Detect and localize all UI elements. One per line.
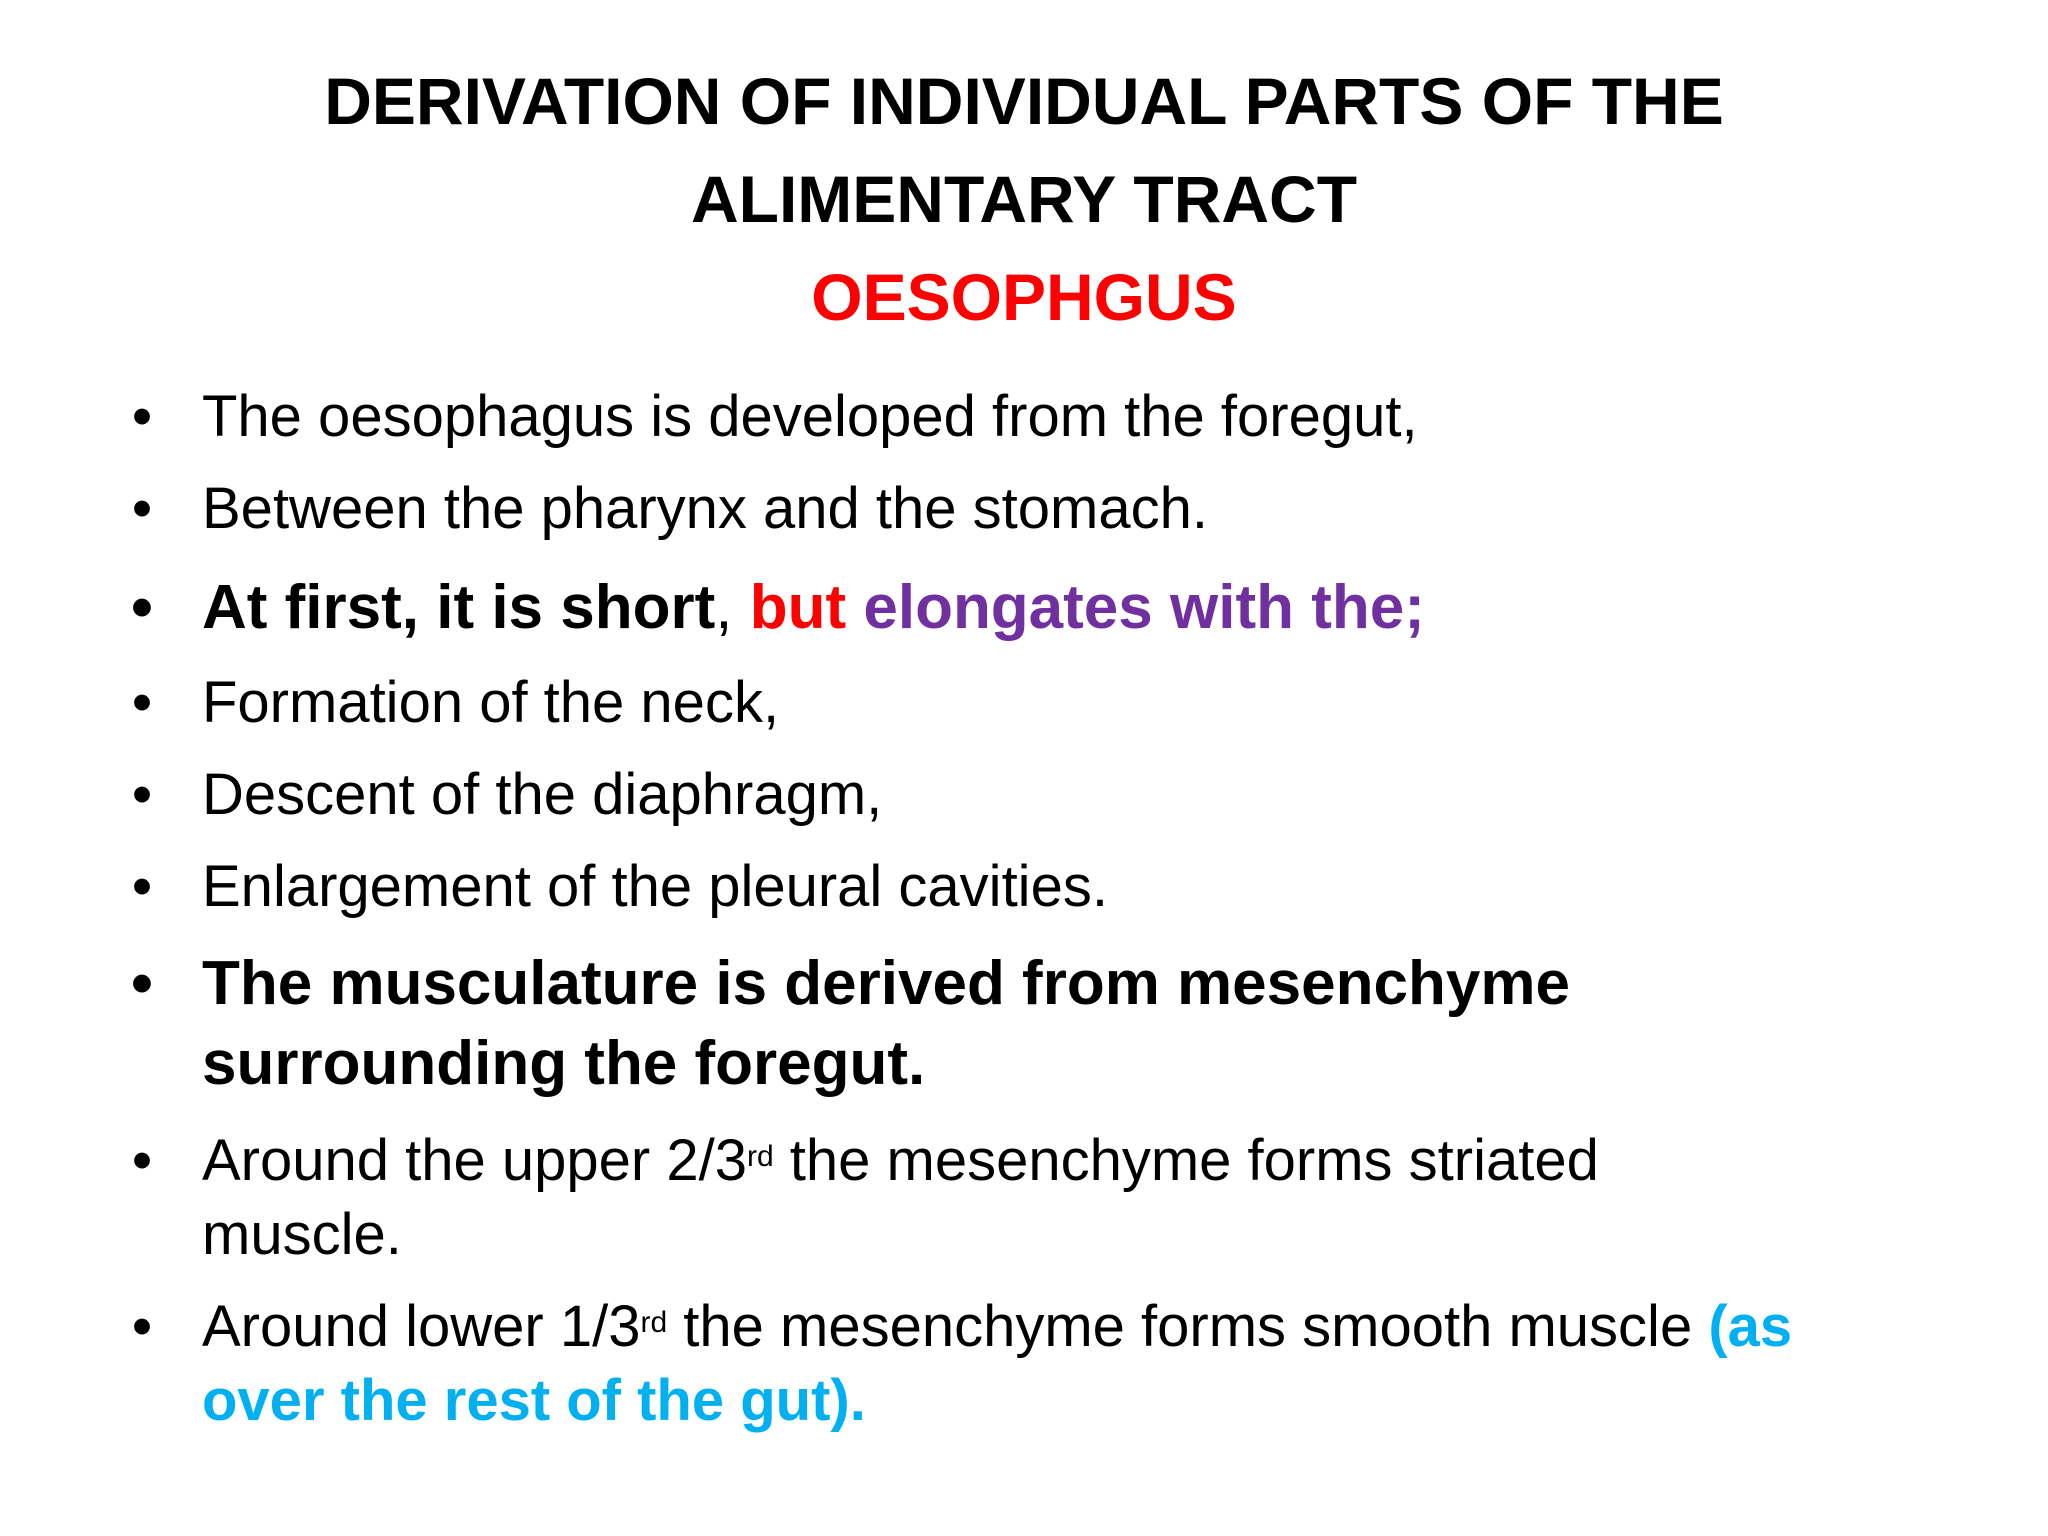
bullet-bold-text: At first, it is short (202, 573, 716, 642)
superscript: rd (746, 1140, 774, 1173)
highlight-blue: (as (1708, 1294, 1793, 1359)
bullet-line-2: over the rest of the gut). (202, 1368, 866, 1433)
bullet-text: The oesophagus is developed from the foregut, (202, 384, 1418, 449)
bullet-text (202, 1124, 2048, 1272)
text-part: the mesenchyme forms smooth muscle (667, 1294, 1709, 1359)
comma: , (715, 573, 733, 642)
bullet-dot: • (131, 670, 153, 735)
bullet-dot: • (131, 573, 153, 642)
bullet-text: Enlargement of the pleural cavities. (202, 854, 1108, 919)
text-part: Around lower 1/3 (202, 1294, 641, 1359)
bullet-text: Formation of the neck, (202, 670, 780, 735)
bullet-dot: • (131, 762, 153, 827)
bullet-line-2: surrounding the foregut. (202, 1029, 926, 1098)
bullet-dot: • (131, 384, 153, 449)
bullet-text: Between the pharynx and the stomach. (202, 476, 1208, 541)
title-line-1: DERIVATION OF INDIVIDUAL PARTS OF THE (324, 64, 1724, 138)
superscript: rd (640, 1306, 668, 1339)
bullet-line-2: muscle. (202, 1202, 402, 1267)
bullet-text: Descent of the diaphragm, (202, 762, 883, 827)
bullet-text (202, 944, 2048, 1104)
bullet-dot: • (131, 1294, 153, 1359)
highlight-red: but (749, 573, 847, 642)
bullet-text (202, 568, 2048, 648)
bullet-dot: • (131, 854, 153, 919)
subtitle: OESOPHGUS (811, 260, 1237, 334)
bullet-line-1: The musculature is derived from mesenchyme (202, 949, 1570, 1018)
bullet-dot: • (131, 1128, 153, 1193)
bullet-dot: • (131, 476, 153, 541)
bullet-text (202, 1290, 2048, 1438)
highlight-purple: elongates with the; (863, 573, 1425, 642)
bullet-dot: • (131, 949, 153, 1018)
text-part: the mesenchyme forms striated (773, 1128, 1599, 1193)
title-line-2: ALIMENTARY TRACT (690, 162, 1358, 236)
text-part: Around the upper 2/3 (202, 1128, 747, 1193)
